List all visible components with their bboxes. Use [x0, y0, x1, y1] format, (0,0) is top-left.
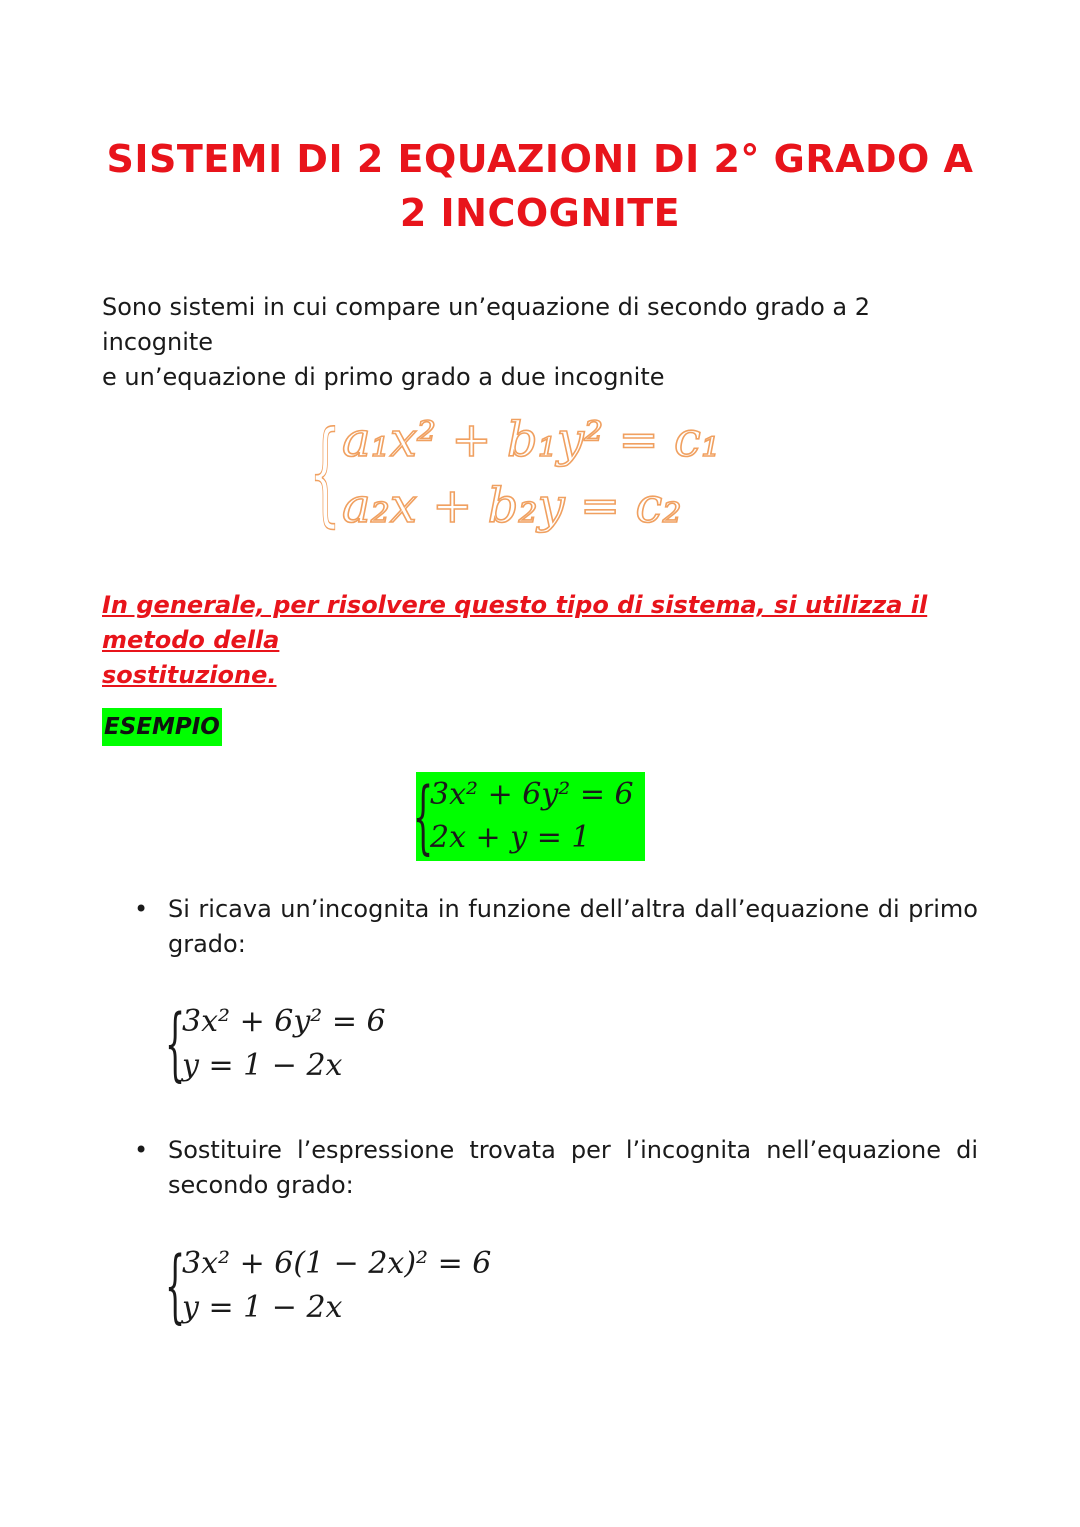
step-2-text [168, 1133, 978, 1203]
general-eq-1: a₁x² + b₁y² = c₁ [342, 412, 721, 468]
intro-paragraph [102, 290, 978, 395]
step-2-eq-2: y = 1 − 2x [182, 1290, 343, 1325]
step-1-line-1: Si ricava un’incognita in funzione dell’altra dall’equazione di primo [168, 895, 978, 923]
note-line-2: sostituzione. [102, 661, 277, 689]
example-system [412, 769, 645, 863]
bullet-icon: • [134, 1136, 149, 1164]
method-note [102, 588, 978, 693]
example-eq-2: 2x + y = 1 [430, 820, 591, 855]
step-1-line-2: grado: [168, 930, 246, 958]
intro-line-2: e un’equazione di primo grado a due incognite [102, 363, 665, 391]
step-2-system [164, 1239, 492, 1332]
step-2-eq-1: 3x² + 6(1 − 2x)² = 6 [182, 1246, 492, 1281]
system-brace: { [412, 769, 434, 863]
general-eq-2: a₂x + b₂y = c₂ [342, 478, 682, 534]
system-brace: { [308, 408, 342, 538]
step-2-line-2: secondo grado: [168, 1171, 354, 1199]
title-line-1: SISTEMI DI 2 EQUAZIONI DI 2° GRADO A [106, 137, 974, 181]
step-1-eq-1: 3x² + 6y² = 6 [182, 1004, 386, 1039]
intro-line-1: Sono sistemi in cui compare un’equazione di secondo grado a 2 incognite [102, 293, 871, 356]
step-1-text [168, 892, 978, 962]
step-1-system [164, 997, 386, 1090]
bullet-icon: • [134, 895, 149, 923]
example-eq-1: 3x² + 6y² = 6 [430, 777, 634, 812]
example-label: ESEMPIO [102, 708, 222, 746]
step-1-eq-2: y = 1 − 2x [182, 1048, 343, 1083]
general-system-formula [308, 408, 721, 538]
step-2-line-1: Sostituire l’espressione trovata per l’incognita nell’equazione di [168, 1136, 978, 1164]
system-brace: { [164, 997, 186, 1090]
page-title [60, 132, 1020, 240]
title-line-2: 2 INCOGNITE [399, 191, 681, 235]
note-line-1: In generale, per risolvere questo tipo di sistema, si utilizza il metodo della [102, 591, 928, 654]
system-brace: { [164, 1239, 186, 1332]
